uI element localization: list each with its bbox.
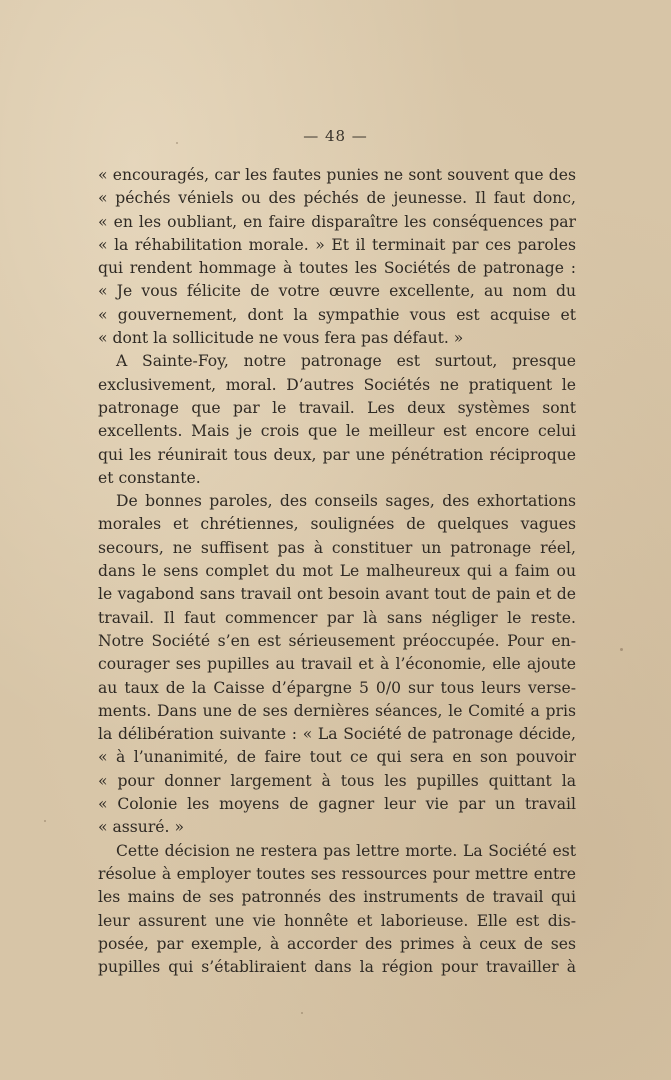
text-line: « dont la sollicitude ne vous fera pas défaut. » xyxy=(98,329,464,348)
text-line: le vagabond sans travail ont besoin avant tout de pain et de xyxy=(98,585,576,604)
text-line: « péchés véniels ou des péchés de jeunesse. Il faut donc, xyxy=(98,189,576,208)
text-line: au taux de la Caisse d’épargne 5 0/0 sur tous leurs verse- xyxy=(98,678,576,697)
paper-speck xyxy=(176,142,178,144)
page-number: — 48 — xyxy=(303,127,368,145)
text-line: posée, par exemple, à accorder des primes à ceux de ses xyxy=(98,934,576,953)
text-line: travail. Il faut commencer par là sans négliger le reste. xyxy=(98,608,576,627)
text-line: les mains de ses patronnés des instruments de travail qui xyxy=(98,888,576,907)
text-line: qui les réunirait tous deux, par une pénétration réciproque xyxy=(98,445,576,464)
text-line: leur assurent une vie honnête et laborieuse. Elle est dis- xyxy=(98,911,576,930)
text-line: et constante. xyxy=(98,468,201,487)
paper-speck xyxy=(620,648,623,651)
text-line: secours, ne suffisent pas à constituer un patronage réel, xyxy=(98,538,576,557)
text-line: « Je vous félicite de votre œuvre excellente, au nom du xyxy=(98,282,576,301)
text-line: « Colonie les moyens de gagner leur vie par un travail xyxy=(98,795,576,814)
text-line: Notre Société s’en est sérieusement préoccupée. Pour en- xyxy=(98,631,576,650)
text-line: qui rendent hommage à toutes les Sociétés de patronage : xyxy=(98,259,576,278)
text-line: la délibération suivante : « La Société de patronage décide, xyxy=(98,725,576,744)
text-line: exclusivement, moral. D’autres Sociétés ne pratiquent le xyxy=(98,375,576,394)
text-line: « la réhabilitation morale. » Et il terminait par ces paroles xyxy=(98,235,576,254)
text-line: morales et chrétiennes, soulignées de quelques vagues xyxy=(98,515,576,534)
text-line: « en les oubliant, en faire disparaître les conséquences par xyxy=(98,212,576,231)
text-line: « assuré. » xyxy=(98,818,184,837)
paper-speck xyxy=(301,1012,303,1014)
text-line: A Sainte-Foy, notre patronage est surtout, presque xyxy=(116,352,576,371)
body-text xyxy=(98,164,576,979)
text-line: Cette décision ne restera pas lettre morte. La Société est xyxy=(116,841,576,860)
text-line: « à l’unanimité, de faire tout ce qui sera en son pouvoir xyxy=(98,748,576,767)
text-line: « encouragés, car les fautes punies ne sont souvent que des xyxy=(98,166,576,184)
text-line: ments. Dans une de ses dernières séances, le Comité a pris xyxy=(98,701,576,720)
text-line: patronage que par le travail. Les deux systèmes sont xyxy=(98,398,576,417)
text-line: De bonnes paroles, des conseils sages, des exhortations xyxy=(116,492,576,511)
text-line: dans le sens complet du mot Le malheureux qui a faim ou xyxy=(98,562,576,581)
paper-speck xyxy=(44,820,46,822)
text-line: « gouvernement, dont la sympathie vous est acquise et xyxy=(98,305,576,324)
text-line: courager ses pupilles au travail et à l’économie, elle ajoute xyxy=(98,655,576,674)
text-line: « pour donner largement à tous les pupilles quittant la xyxy=(98,771,576,790)
text-line: pupilles qui s’établiraient dans la région pour travailler à xyxy=(98,958,576,977)
text-line: excellents. Mais je crois que le meilleur est encore celui xyxy=(98,422,576,441)
text-line: résolue à employer toutes ses ressources pour mettre entre xyxy=(98,864,576,883)
